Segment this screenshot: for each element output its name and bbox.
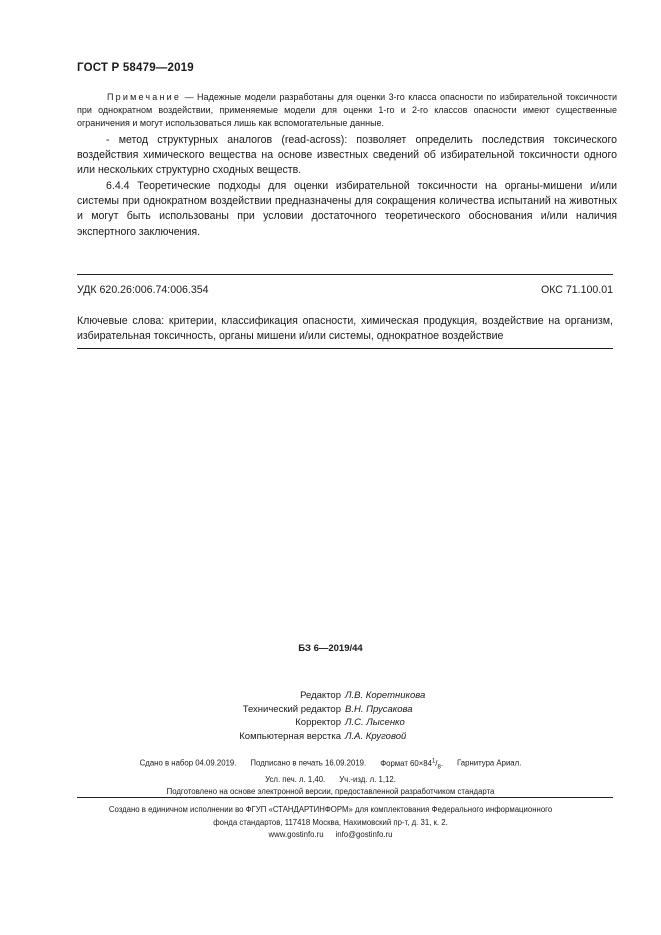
print-info (0, 755, 661, 799)
standard-number-header: ГОСТ Р 58479—2019 (77, 62, 194, 74)
paragraph-6-4-4: 6.4.4 Теоретические подходы для оценки избирательной токсичности на органы-мишени и/или системы при однократном воздействии предназначены для сокращения количества испытаний на животных и могут быть использованы при условии достаточного теоретического обоснования и/или наличия экспертного заключения. (77, 180, 617, 238)
divider-keywords (77, 348, 613, 349)
publisher-contacts (0, 829, 661, 842)
staff-name: Л.В. Коретникова (345, 690, 426, 701)
divider-bottom (77, 797, 613, 798)
website-link[interactable]: www.gostinfo.ru (268, 830, 324, 839)
bz-number: БЗ 6—2019/44 (298, 643, 363, 654)
publisher-sheets: Уч.-изд. л. 1,12. (339, 774, 396, 784)
staff-name: Л.С. Лысенко (345, 717, 405, 728)
divider-top (77, 274, 613, 275)
staff-row (0, 703, 661, 717)
staff-role: Корректор (295, 717, 341, 728)
staff-role: Редактор (300, 690, 341, 701)
email-link[interactable]: info@gostinfo.ru (335, 830, 393, 839)
staff-row (0, 689, 661, 703)
note-label: Примечание (107, 92, 182, 102)
udk-code: УДК 620.26:006.74:006.354 (77, 284, 209, 296)
signed-date: Подписано в печать 16.09.2019. (250, 758, 367, 768)
publisher-line-2: фонда стандартов, 117418 Москва, Нахимовский пр-т, д. 31, к. 2. (213, 817, 448, 827)
paper-format: Формат $60\times 84^1/_8$. (380, 758, 443, 771)
publisher-info (0, 804, 661, 842)
note-block (77, 91, 617, 130)
staff-row (0, 730, 661, 744)
note-text: — Надежные модели разработаны для оценки 3-го класса опасности по избирательной токсичности при однократном воздействии, применяемые модели для оценки 1-го и 2-го классов опасности имеют существенные ограничения и могут использоваться лишь как вспомогательные данные. (77, 92, 617, 128)
submitted-date: Сдано в набор 04.09.2019. (139, 758, 237, 768)
keywords: Ключевые слова: критерии, классификация опасности, химическая продукция, воздействие на организм, избирательная токсичность, органы мишени и/или системы, однократное воздействие (77, 315, 613, 342)
prepared-note: Подготовлено на основе электронной версии, предоставленной разработчиком стандарта (166, 787, 495, 797)
print-sheets: Усл. печ. л. 1,40. (265, 774, 326, 784)
print-info-line-1 (0, 755, 661, 774)
paragraph-read-across: - метод структурных аналогов (read-across): позволяет определить последствия токсического воздействия химического вещества на основе известных сведений об избирательной токсичности одного или нескольких структурно сходных веществ. (77, 134, 617, 177)
staff-role: Компьютерная верстка (239, 730, 341, 742)
staff-list (0, 689, 661, 743)
classification-row (77, 284, 613, 296)
staff-role: Технический редактор (242, 703, 341, 715)
print-info-line-2 (0, 774, 661, 787)
staff-name: В.Н. Прусакова (345, 703, 413, 715)
staff-name: Л.А. Круговой (345, 730, 407, 742)
publisher-line-1: Создано в единичном исполнении во ФГУП «СТАНДАРТИНФОРМ» для комплектования Федерального информационного (108, 805, 553, 814)
oks-code: ОКС 71.100.01 (540, 284, 613, 296)
staff-row (0, 716, 661, 730)
typeface: Гарнитура Ариал. (456, 758, 522, 768)
